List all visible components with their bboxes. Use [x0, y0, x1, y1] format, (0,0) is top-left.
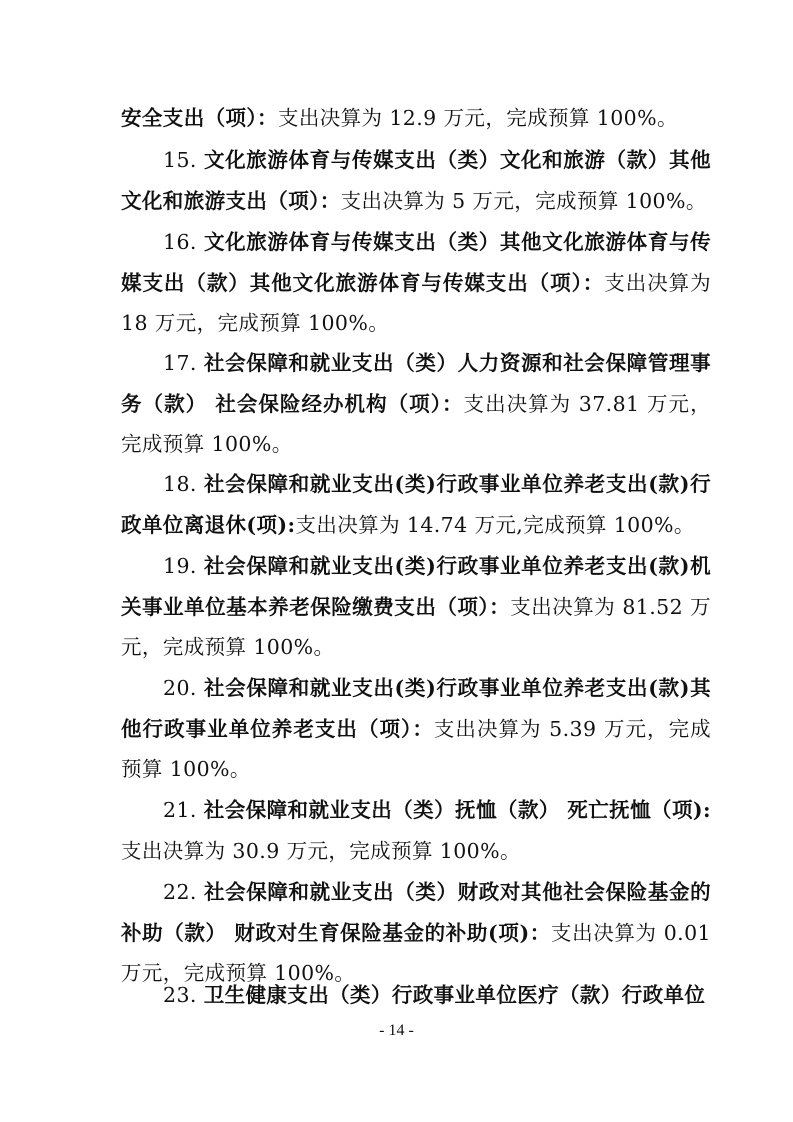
paragraph-number: 17. [163, 351, 197, 375]
paragraph-20 [121, 668, 711, 790]
paragraph-bold: 社会保障和就业支出（类）人力资源和社会保障管理事务（款） 社会保险经办机构（项）： [121, 351, 711, 416]
paragraph-number: 18. [163, 472, 197, 496]
paragraph-21 [121, 790, 711, 871]
paragraph-number: 15. [163, 148, 197, 172]
paragraph-bold: 文化旅游体育与传媒支出（类）其他文化旅游体育与传媒支出（款）其他文化旅游体育与传媒支出（项）： [121, 230, 711, 295]
paragraph-18 [121, 464, 711, 545]
paragraph-text: 支出决算为 12.9 万元，完成预算 100%。 [277, 106, 678, 130]
paragraph-15 [121, 140, 711, 221]
paragraph-text: 支出决算为 37.81 万元，完成预算 100%。 [121, 391, 711, 457]
paragraph-14-tail [121, 98, 711, 139]
paragraph-number: 23. [163, 983, 197, 1007]
paragraph-number: 16. [163, 230, 197, 254]
paragraph-23 [121, 975, 711, 1016]
paragraph-text: 支出决算为 81.52 万元，完成预算 100%。 [121, 594, 711, 660]
paragraph-bold: 卫生健康支出（类）行政事业单位医疗（款）行政单位 [203, 983, 706, 1007]
paragraph-text: 支出决算为 14.74 万元,完成预算 100%。 [295, 512, 695, 537]
paragraph-number: 20. [163, 676, 197, 700]
paragraph-text: 支出决算为 18 万元，完成预算 100%。 [121, 270, 712, 336]
paragraph-bold: 社会保障和就业支出（类）财政对其他社会保险基金的补助（款） 财政对生育保险基金的补助(项)： [121, 880, 711, 945]
paragraph-17 [121, 343, 711, 465]
paragraph-text: 支出决算为 5.39 万元，完成预算 100%。 [121, 716, 712, 782]
paragraph-bold: 安全支出（项）： [121, 106, 278, 130]
paragraph-text: 支出决算为 30.9 万元，完成预算 100%。 [121, 838, 521, 863]
paragraph-text: 支出决算为 5 万元，完成预算 100%。 [340, 188, 707, 213]
page-number: - 14 - [379, 1022, 414, 1039]
paragraph-number: 22. [163, 880, 197, 904]
paragraph-number: 21. [163, 798, 197, 822]
paragraph-text: 支出决算为 0.01 万元，完成预算 100%。 [121, 920, 711, 986]
paragraph-19 [121, 546, 711, 668]
paragraph-bold: 社会保障和就业支出（类）抚恤（款） 死亡抚恤（项): [203, 798, 711, 822]
paragraph-bold: 社会保障和就业支出(类)行政事业单位养老支出(款)行政单位离退休(项): [121, 472, 712, 537]
paragraph-bold: 社会保障和就业支出(类)行政事业单位养老支出(款)其他行政事业单位养老支出（项）： [121, 676, 712, 741]
paragraph-bold: 社会保障和就业支出(类)行政事业单位养老支出(款)机关事业单位基本养老保险缴费支出（项）： [121, 554, 712, 619]
paragraph-16 [121, 222, 711, 344]
paragraph-bold: 文化旅游体育与传媒支出（类）文化和旅游（款）其他文化和旅游支出（项）： [121, 148, 711, 213]
paragraph-number: 19. [163, 554, 197, 578]
